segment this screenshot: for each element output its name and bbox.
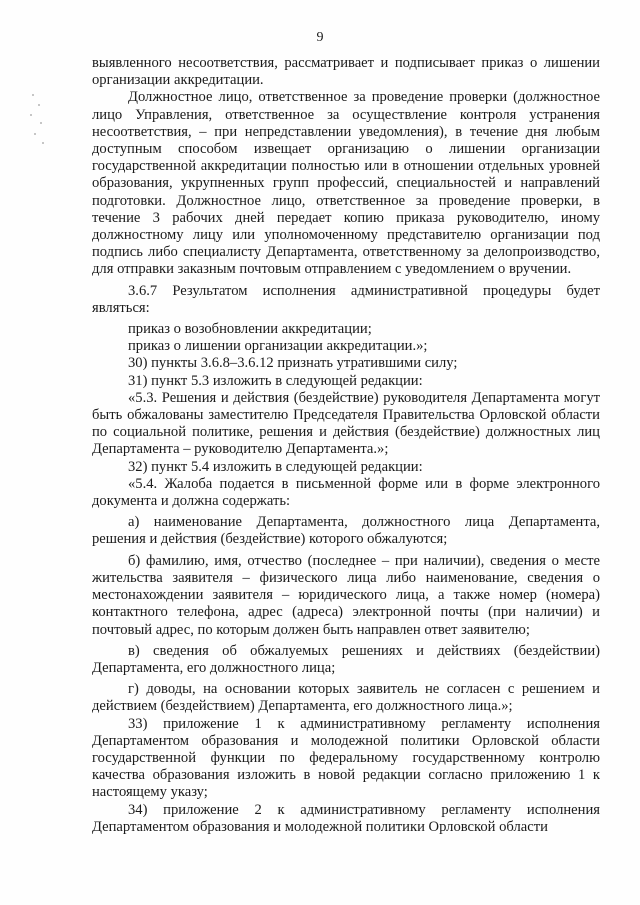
page-number: 9 xyxy=(316,30,324,45)
paragraph-item-34: 34) приложение 2 к административному регламенту исполнения Департаментом образования и молодежной политики Орловской области xyxy=(92,801,600,835)
document-body xyxy=(92,55,600,836)
paragraph-result-item-1: приказ о возобновлении аккредитации; xyxy=(128,321,372,338)
paragraph-result-heading: 3.6.7 Результатом исполнения административной процедуры будет являться: xyxy=(92,282,600,316)
paragraph-notification: Должностное лицо, ответственное за проведение проверки (должностное лицо Управления, ответственное за осуществление контроля устранения несоответствия, – при непредставлении уведомления), в течение дня любым доступным способом извещает организацию о лишении организации государственной аккредитации полностью или в отношении отдельных уровней образования, укрупненных групп профессий, специальностей и направлений подготовки. Должностное лицо, ответственное за проведение проверки, в течение 3 рабочих дней передает копию приказа руководителю, иному должностному лицу или уполномоченному представителю организации под подпись либо специалисту Департамента, ответственному за делопроизводство, для отправки заказным почтовым отправлением с уведомлением о вручении. xyxy=(92,89,600,278)
paragraph-item-32: 32) пункт 5.4 изложить в следующей редакции: xyxy=(128,458,423,475)
paragraph-section-5-4: «5.4. Жалоба подается в письменной форме или в форме электронного документа и должна содержать: xyxy=(92,475,600,510)
paragraph-subitem-g: г) доводы, на основании которых заявитель не согласен с решением и действием (бездействием) Департамента, его должностного лица.»; xyxy=(92,681,600,715)
paragraph-item-33: 33) приложение 1 к административному регламенту исполнения Департаментом образования и молодежной политики Орловской области государственной функции по федеральному государственному контролю качества образования изложить в новой редакции согласно приложению 1 к настоящему указу; xyxy=(92,715,600,801)
paragraph-item-31: 31) пункт 5.3 изложить в следующей редакции: xyxy=(128,372,423,389)
paragraph-subitem-a: а) наименование Департамента, должностного лица Департамента, решения и действия (бездействие) которого обжалуются; xyxy=(92,514,600,548)
paragraph-subitem-b: б) фамилию, имя, отчество (последнее – при наличии), сведения о месте жительства заявителя – физического лица либо наименование, сведения о местонахождении заявителя – юридического лица, а также номер (номера) контактного телефона, адрес (адреса) электронной почты (при наличии) и почтовый адрес, по которым должен быть направлен ответ заявителю; xyxy=(92,552,600,638)
paragraph-subitem-v: в) сведения об обжалуемых решениях и действиях (бездействии) Департамента, его должностного лица; xyxy=(92,642,600,676)
paragraph-section-5-3: «5.3. Решения и действия (бездействие) руководителя Департамента могут быть обжалованы заместителю Председателя Правительства Орловской области по социальной политике, решения и действия (бездействие) должностных лиц Департамента – руководителю Департамента.»; xyxy=(92,389,600,458)
paragraph-continuation: выявленного несоответствия, рассматривает и подписывает приказ о лишении организации аккредитации. xyxy=(92,55,600,89)
paragraph-result-item-2: приказ о лишении организации аккредитации.»; xyxy=(128,338,428,355)
scan-noise-marks xyxy=(28,92,46,152)
paragraph-item-30: 30) пункты 3.6.8–3.6.12 признать утратившими силу; xyxy=(128,355,458,372)
